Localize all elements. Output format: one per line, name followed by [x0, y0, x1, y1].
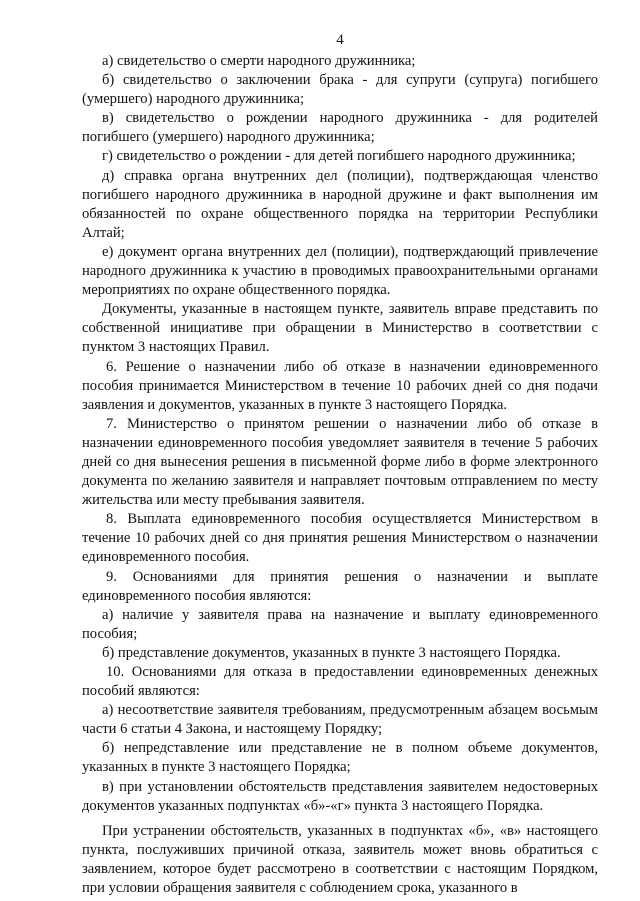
paragraph-d-police-certificate: д) справка органа внутренних дел (полиции), подтверждающая членство погибшего народного дружинника в народной дружине и факт выполнения им обязанностей по охране общественного порядка на территории Республики Алтай; — [82, 167, 598, 241]
paragraph-e-police-document: е) документ органа внутренних дел (полиции), подтверждающий привлечение народного дружинника к участию в проводимых правоохранительными органами мероприятиях по охране общественного порядка. — [82, 243, 598, 299]
paragraph-b-marriage-certificate: б) свидетельство о заключении брака - для супруги (супруга) погибшего (умершего) народного дружинника; — [82, 72, 598, 108]
paragraph-g-birth-certificate-children: г) свидетельство о рождении - для детей погибшего народного дружинника; — [102, 148, 576, 165]
paragraph-8-payment: 8. Выплата единовременного пособия осуществляется Министерством в течение 10 рабочих дней со дня принятия решения Министерством о назначении единовременного пособия. — [82, 511, 598, 566]
paragraph-9-grounds-for-payment: 9. Основаниями для принятия решения о назначении и выплате единовременного пособия являются: — [82, 568, 598, 604]
paragraph-10a-noncompliance: а) несоответствие заявителя требованиям, предусмотренным абзацем восьмым части 6 статьи 4 Закона, и настоящему Порядку; — [82, 702, 598, 738]
paragraph-9a-right: а) наличие у заявителя права на назначение и выплату единовременного пособия; — [82, 606, 598, 642]
page-number: 4 — [336, 32, 344, 48]
paragraph-7-notification: 7. Министерство о принятом решении о назначении либо об отказе в назначении единовременного пособия уведомляет заявителя в течение 5 рабочих дней со дня вынесения решения в письменной форме либо в форме электронного документа по желанию заявителя и направляет почтовым отправлением по месту жительства или месту пребывания заявителя. — [82, 415, 598, 509]
paragraph-a-death-certificate: а) свидетельство о смерти народного дружинника; — [102, 53, 416, 69]
paragraph-9b-documents: б) представление документов, указанных в пункте 3 настоящего Порядка. — [102, 644, 561, 661]
paragraph-10b-incomplete: б) непредставление или представление не в полном объеме документов, указанных в пункте 3 настоящего Порядка; — [82, 740, 598, 776]
paragraph-6-decision: 6. Решение о назначении либо об отказе в назначении единовременного пособия принимается Министерством в течение 10 рабочих дней со дня подачи заявления и документов, указанных в пункте 3 настоящего Порядка. — [82, 358, 598, 413]
paragraph-reapplication: При устранении обстоятельств, указанных в подпунктах «б», «в» настоящего пункта, послуживших причиной отказа, заявитель может вновь обратиться с заявлением, которое будет рассмотрено в соответствии с настоящим Порядком, при условии обращения заявителя с соблюдением срока, указанного в — [82, 822, 598, 897]
paragraph-own-initiative: Документы, указанные в настоящем пункте, заявитель вправе представить по собственной инициативе при обращении в Министерство в соответствии с пунктом 3 настоящих Правил. — [82, 301, 598, 356]
paragraph-10v-unreliable: в) при установлении обстоятельств представления заявителем недостоверных документов указанных подпунктах «б»-«г» пункта 3 настоящего Порядка. — [82, 778, 598, 814]
document-page — [82, 30, 598, 898]
paragraph-v-birth-certificate-parents: в) свидетельство о рождении народного дружинника - для родителей погибшего (умершего) народного дружинника; — [82, 110, 598, 146]
paragraph-10-grounds-for-refusal: 10. Основаниями для отказа в предоставлении единовременных денежных пособий являются: — [82, 664, 598, 700]
